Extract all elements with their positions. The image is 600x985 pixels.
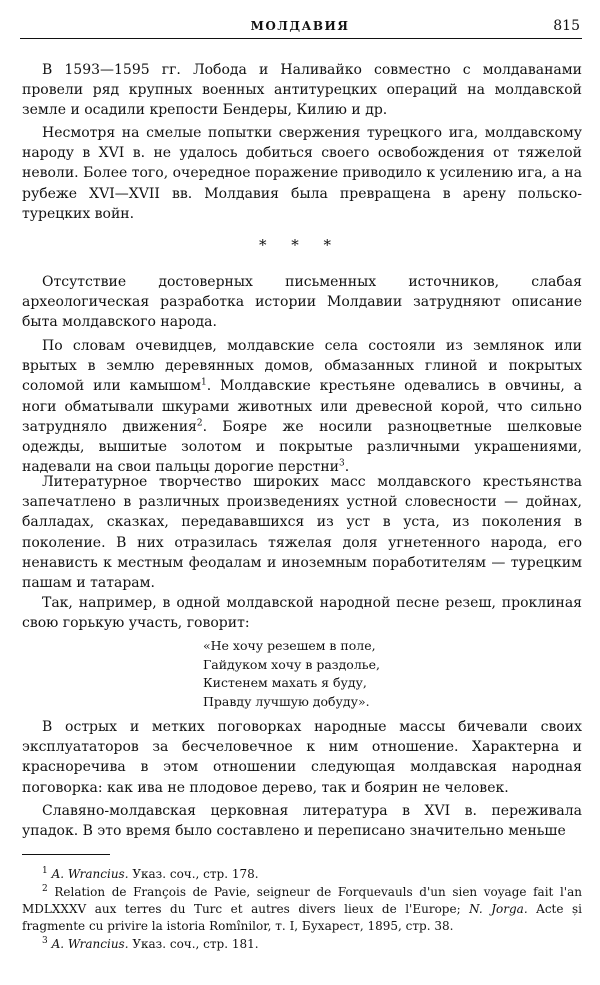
footnote-1 bbox=[22, 866, 582, 883]
paragraph-lobodа-nalivaiko: В 1593—1595 гг. Лобода и Наливайко совместно с молдаванами провели ряд крупных военных антитурецких операций на молдавской земле и осадили крепости Бендеры, Килию и др. bbox=[22, 62, 582, 119]
footnote-text: Relation de François de Pavie, seigneur de Forquevauls d'un sien voyage fait l'an MDLXXXV aux terres du Turc et autres divers lieux de l'Europe; bbox=[22, 885, 582, 916]
text-run: По словам очевидцев, молдавские села состояли из землянок или врытых в землю деревянных домов, обмазанных глиной и покрытых соломой или камышом bbox=[22, 338, 582, 395]
text-run: . bbox=[344, 459, 350, 476]
footnote-ref-2[interactable]: 2 bbox=[196, 418, 203, 429]
verse-line: Правду лучшую добуду». bbox=[203, 693, 370, 709]
footnote-2 bbox=[22, 884, 582, 935]
paragraph-turkish-yoke: Несмотря на смелые попытки свержения турецкого ига, молдавскому народу в XVI в. не удалось добиться своего освобождения от тяжелой неволи. Более того, очередное поражение приводило к усилению ига, а на рубеже XVI—XVII вв. Молдавия была превращена в арену польско-турецких войн. bbox=[22, 125, 582, 222]
section-separator-asterisks: * * * bbox=[258, 236, 342, 254]
footnote-3 bbox=[22, 936, 582, 953]
footnote-text: Указ. соч., стр. 181. bbox=[128, 937, 259, 951]
footnote-text: Acte și fragmente cu privire la istoria Romînilor, т. I, Бухарест, 1895, стр. 38. bbox=[22, 902, 582, 933]
page-number: 815 bbox=[553, 18, 580, 34]
verse-line: Кистенем махать я буду, bbox=[203, 675, 367, 690]
paragraph-church-literature: Славяно-молдавская церковная литература в XVI в. переживала упадок. В это время было составлено и переписано значительно меньше bbox=[22, 803, 582, 840]
verse-line: Гайдуком хочу в раздолье, bbox=[203, 656, 380, 672]
text-run: . Бояре же носили разноцветные шелковые одежды, вышитые золотом и покрытые различными украшениями, надевали на свои пальцы дорогие перстни bbox=[22, 418, 582, 476]
footnote-text: Указ. соч., стр. 178. bbox=[128, 867, 259, 881]
running-header-title: МОЛДАВИЯ bbox=[250, 19, 350, 33]
paragraph-sources: Отсутствие достоверных письменных источников, слабая археологическая разработка истории Молдавии затрудняют описание быта молдавского народа. bbox=[22, 274, 582, 331]
footnote-author: A. Wrancius. bbox=[51, 867, 129, 881]
verse-line: «Не хочу резешем в поле, bbox=[203, 638, 376, 653]
text-run: . Молдавские крестьяне одевались в овчины, а ноги обматывали шкурами животных или древесной корой, что сильно затрудняло движения bbox=[22, 378, 582, 435]
footnote-number: 1 bbox=[42, 866, 48, 876]
footnote-author: N. Jorga. bbox=[469, 902, 528, 916]
paragraph-proverbs: В острых и метких поговорках народные массы бичевали своих эксплуататоров за бесчеловечное к ним отношение. Характерна и красноречива в этом отношении следующая молдавская народная поговорка: как ива не плодовое дерево, так и боярин не человек. bbox=[22, 719, 582, 796]
footnote-number: 3 bbox=[42, 936, 48, 946]
footnote-ref-1[interactable]: 1 bbox=[200, 377, 207, 388]
folk-song-verse bbox=[203, 637, 503, 711]
footnote-author: A. Wrancius. bbox=[51, 937, 129, 951]
footnote-rule bbox=[22, 854, 110, 855]
header-rule bbox=[20, 38, 582, 39]
paragraph-folk-song-intro: Так, например, в одной молдавской народной песне резеш, проклиная свою горькую участь, говорит: bbox=[22, 595, 582, 632]
footnote-ref-3[interactable]: 3 bbox=[339, 458, 345, 469]
footnote-number: 2 bbox=[42, 884, 48, 894]
paragraph-folk-literature: Литературное творчество широких масс молдавского крестьянства запечатлено в различных произведениях устной словесности — дойнах, балладах, сказках, передававшихся из уст в уста, из поколения в поколение. В них отразилась тяжелая доля угнетенного народа, его ненависть к местным феодалам и иноземным поработителям — турецким пашам и татарам. bbox=[22, 474, 582, 592]
paragraph-village-life bbox=[22, 336, 582, 477]
